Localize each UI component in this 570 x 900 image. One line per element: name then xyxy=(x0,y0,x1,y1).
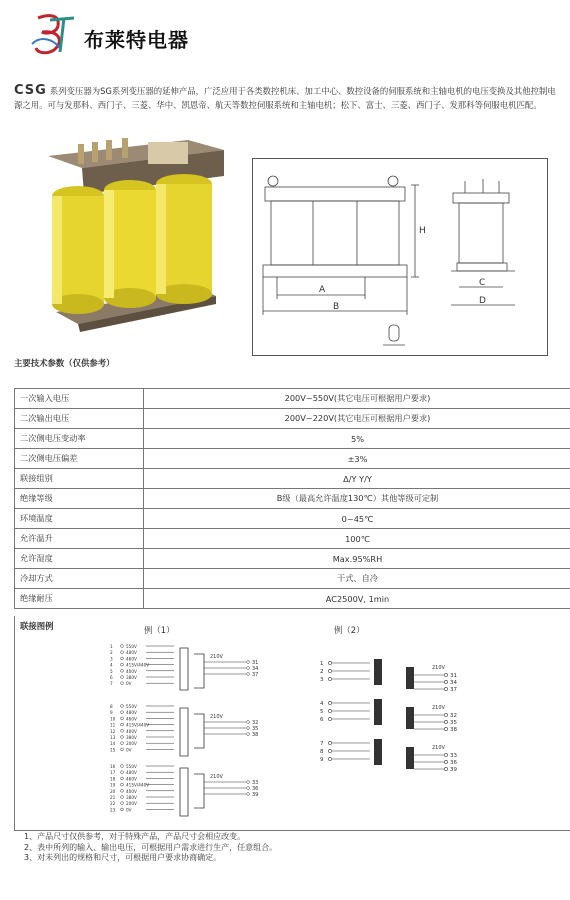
tap-pin-label: 6 xyxy=(110,675,113,680)
terminal-dot xyxy=(328,701,331,704)
tap-pin-label: 12 xyxy=(110,728,116,734)
param-row xyxy=(15,469,570,489)
terminal-dot xyxy=(121,777,124,780)
param-row xyxy=(15,509,570,529)
param-value: AC2500V, 1min xyxy=(144,589,570,609)
terminal-dot xyxy=(121,711,124,714)
tap-pin-label: 11 xyxy=(110,722,116,728)
param-row xyxy=(15,569,570,589)
terminal-dot xyxy=(247,727,250,730)
tap-voltage-label: 200V xyxy=(126,801,137,807)
terminal-dot xyxy=(121,682,124,685)
param-value: 干式、自冷 xyxy=(144,569,570,589)
tap-pin-label: 9 xyxy=(110,710,113,716)
notes xyxy=(24,832,277,864)
param-label: 冷却方式 xyxy=(15,569,144,589)
output-terminal-label: 35 xyxy=(450,720,457,726)
output-terminal-label: 36 xyxy=(252,786,259,792)
input-pin-label: 8 xyxy=(320,749,324,755)
terminal-dot xyxy=(121,663,124,666)
dim-c-label: C xyxy=(479,278,486,288)
terminal-dot xyxy=(121,723,124,726)
primary-coil xyxy=(180,648,188,690)
wiring-diagram-1 xyxy=(110,640,300,826)
output-terminal-label: 34 xyxy=(252,666,259,672)
tap-pin-label: 14 xyxy=(110,741,116,747)
param-label: 二次侧电压偏差 xyxy=(15,449,144,469)
output-terminal-label: 31 xyxy=(450,673,457,679)
output-voltage-label: 210V xyxy=(432,665,445,671)
tap-voltage-label: 400V xyxy=(126,788,137,794)
output-voltage-label: 210V xyxy=(432,705,445,711)
terminal-dot xyxy=(444,727,447,730)
terminal-dot xyxy=(328,669,331,672)
output-voltage-label: 210V xyxy=(210,714,223,720)
terminal-dot xyxy=(444,713,447,716)
tap-voltage-label: 415V/440V xyxy=(126,662,150,668)
tap-pin-label: 3 xyxy=(110,656,113,662)
tap-voltage-label: 550V xyxy=(126,764,137,769)
note-3: 3、对未列出的规格和尺寸，可根据用户要求协商确定。 xyxy=(24,853,222,862)
tap-pin-label: 7 xyxy=(110,681,113,687)
params-table xyxy=(14,388,570,609)
terminal-dot xyxy=(121,783,124,786)
param-value: 0~45℃ xyxy=(144,509,570,529)
dimension-drawing xyxy=(252,158,548,356)
tap-pin-label: 21 xyxy=(110,795,116,800)
terminal-dot xyxy=(121,742,124,745)
terminal-dot xyxy=(328,661,331,664)
tap-pin-label: 5 xyxy=(110,668,113,674)
primary-coil xyxy=(180,708,188,756)
dim-d-label: D xyxy=(479,296,486,306)
input-pin-label: 9 xyxy=(320,757,324,763)
input-pin-label: 1 xyxy=(320,661,324,667)
param-row xyxy=(15,449,570,469)
param-value: Δ/Y Y/Y xyxy=(144,469,570,489)
terminal-dot xyxy=(247,673,250,676)
tap-voltage-label: 415V/440V xyxy=(126,722,150,728)
param-value: ±3% xyxy=(144,449,570,469)
output-terminal-label: 34 xyxy=(450,680,457,686)
dim-b-label: B xyxy=(333,302,340,312)
tap-voltage-label: 415V/440V xyxy=(126,782,150,788)
example-2-label: 例（2） xyxy=(334,625,365,635)
terminal-dot xyxy=(121,802,124,805)
output-voltage-label: 210V xyxy=(432,745,445,751)
tap-pin-label: 13 xyxy=(110,735,116,740)
param-label: 绝缘等级 xyxy=(15,489,144,509)
tap-pin-label: 16 xyxy=(110,764,116,769)
model-name: CSG xyxy=(14,83,47,98)
terminal-dot xyxy=(121,789,124,792)
terminal-dot xyxy=(328,757,331,760)
output-terminal-label: 39 xyxy=(252,792,259,798)
output-terminal-label: 33 xyxy=(450,753,457,759)
secondary-coil xyxy=(194,774,204,808)
dim-a-label: A xyxy=(319,285,326,295)
note-2: 2、表中所列的输入、输出电压，可根据用户需求进行生产，任意组合。 xyxy=(24,842,278,852)
input-pin-label: 5 xyxy=(320,709,324,715)
terminal-dot xyxy=(121,736,124,739)
primary-coil xyxy=(374,699,382,725)
tap-voltage-label: 0V xyxy=(126,807,132,813)
intro-text: 系列变压器为SG系列变压器的延伸产品，广泛应用于各类数控机床、加工中心、数控设备的伺服系统和主轴电机的电压变换及其他控制电源之用。可与发那科、西门子、三菱、华中、凯恩帝、航天等数控伺服系统和主轴电机；松下、富士、三菱、西门子、发那科等伺服电机匹配。 xyxy=(14,86,556,110)
tap-pin-label: 1 xyxy=(110,644,113,649)
output-terminal-label: 37 xyxy=(252,672,259,678)
output-terminal-label: 38 xyxy=(450,727,457,733)
secondary-coil xyxy=(406,667,414,689)
terminal-dot xyxy=(121,808,124,811)
tap-voltage-label: 200V xyxy=(126,741,137,747)
output-terminal-label: 39 xyxy=(450,767,457,773)
output-terminal-label: 32 xyxy=(252,720,259,726)
terminal-dot xyxy=(247,793,250,796)
tap-voltage-label: 460V xyxy=(126,656,137,662)
secondary-coil xyxy=(194,714,204,748)
tap-voltage-label: 460V xyxy=(126,716,137,722)
params-title: 主要技术参数（仅供参考） xyxy=(14,358,115,368)
primary-coil xyxy=(374,739,382,765)
tap-voltage-label: 480V xyxy=(126,650,137,656)
terminal-dot xyxy=(121,771,124,774)
terminal-dot xyxy=(247,787,250,790)
terminal-dot xyxy=(247,721,250,724)
tap-voltage-label: 460V xyxy=(126,776,137,782)
output-voltage-label: 210V xyxy=(210,774,223,780)
transformer-photo xyxy=(38,136,234,342)
input-pin-label: 7 xyxy=(320,741,324,747)
terminal-dot xyxy=(121,748,124,751)
tap-voltage-label: 0V xyxy=(126,681,132,687)
param-label: 绝缘耐压 xyxy=(15,589,144,609)
terminal-dot xyxy=(121,676,124,679)
terminal-dot xyxy=(121,645,124,648)
terminal-dot xyxy=(121,717,124,720)
tap-pin-label: 8 xyxy=(110,704,113,709)
secondary-coil xyxy=(406,747,414,769)
tap-voltage-label: 400V xyxy=(126,728,137,734)
param-row xyxy=(15,429,570,449)
param-row xyxy=(15,549,570,569)
terminal-dot xyxy=(247,781,250,784)
brand-name: 布莱特电器 xyxy=(84,28,189,52)
terminal-dot xyxy=(121,705,124,708)
wiring-title: 联接图例 xyxy=(20,621,54,631)
output-terminal-label: 32 xyxy=(450,713,457,719)
terminal-dot xyxy=(444,760,447,763)
terminal-dot xyxy=(247,661,250,664)
tap-voltage-label: 480V xyxy=(126,770,137,776)
terminal-dot xyxy=(121,651,124,654)
example-1-label: 例（1） xyxy=(144,625,175,635)
tap-voltage-label: 380V xyxy=(126,795,137,800)
terminal-dot xyxy=(444,673,447,676)
output-terminal-label: 37 xyxy=(450,687,457,693)
terminal-dot xyxy=(444,680,447,683)
terminal-dot xyxy=(328,741,331,744)
param-value: 200V~550V(其它电压可根据用户要求) xyxy=(144,389,570,409)
tap-pin-label: 23 xyxy=(110,807,116,813)
wiring-diagram-2 xyxy=(320,655,480,785)
param-value: 100℃ xyxy=(144,529,570,549)
tap-pin-label: 18 xyxy=(110,776,116,782)
tap-voltage-label: 380V xyxy=(126,675,137,680)
tap-pin-label: 2 xyxy=(110,650,113,656)
terminal-dot xyxy=(121,765,124,768)
tap-voltage-label: 550V xyxy=(126,644,137,649)
output-terminal-label: 31 xyxy=(252,660,259,666)
primary-coil xyxy=(180,768,188,816)
tap-pin-label: 20 xyxy=(110,788,116,794)
tap-pin-label: 10 xyxy=(110,716,116,722)
tap-voltage-label: 400V xyxy=(126,668,137,674)
output-terminal-label: 36 xyxy=(450,760,457,766)
input-pin-label: 2 xyxy=(320,669,324,675)
param-row xyxy=(15,489,570,509)
param-value: Max.95%RH xyxy=(144,549,570,569)
param-label: 二次输出电压 xyxy=(15,409,144,429)
input-pin-label: 6 xyxy=(320,717,324,723)
tap-voltage-label: 0V xyxy=(126,747,132,753)
terminal-dot xyxy=(444,767,447,770)
terminal-dot xyxy=(444,687,447,690)
param-row xyxy=(15,589,570,609)
terminal-dot xyxy=(444,720,447,723)
brand-logo-icon xyxy=(30,12,80,58)
tap-pin-label: 15 xyxy=(110,747,116,753)
terminal-dot xyxy=(328,717,331,720)
output-voltage-label: 210V xyxy=(210,654,223,660)
dim-h-label: H xyxy=(419,226,426,236)
input-pin-label: 4 xyxy=(320,701,324,707)
tap-pin-label: 17 xyxy=(110,770,116,776)
terminal-dot xyxy=(328,709,331,712)
param-label: 允许温升 xyxy=(15,529,144,549)
intro-paragraph xyxy=(14,84,556,112)
param-value: 200V~220V(其它电压可根据用户要求) xyxy=(144,409,570,429)
param-label: 环境温度 xyxy=(15,509,144,529)
output-terminal-label: 33 xyxy=(252,780,259,786)
param-row xyxy=(15,529,570,549)
terminal-dot xyxy=(121,729,124,732)
input-pin-label: 3 xyxy=(320,677,324,683)
terminal-dot xyxy=(328,749,331,752)
secondary-coil xyxy=(406,707,414,729)
tap-voltage-label: 550V xyxy=(126,704,137,709)
output-terminal-label: 35 xyxy=(252,726,259,732)
param-row xyxy=(15,389,570,409)
output-terminal-label: 38 xyxy=(252,732,259,738)
tap-pin-label: 19 xyxy=(110,782,116,788)
secondary-coil xyxy=(194,654,204,688)
param-label: 二次侧电压变动率 xyxy=(15,429,144,449)
primary-coil xyxy=(374,659,382,685)
terminal-dot xyxy=(444,753,447,756)
terminal-dot xyxy=(247,667,250,670)
tap-voltage-label: 380V xyxy=(126,735,137,740)
tap-pin-label: 22 xyxy=(110,801,116,807)
param-value: 5% xyxy=(144,429,570,449)
terminal-dot xyxy=(121,657,124,660)
tap-pin-label: 4 xyxy=(110,662,113,668)
param-label: 一次输入电压 xyxy=(15,389,144,409)
param-row xyxy=(15,409,570,429)
terminal-dot xyxy=(121,796,124,799)
param-label: 联接组别 xyxy=(15,469,144,489)
note-1: 1、产品尺寸仅供参考，对于特殊产品，产品尺寸会相应改变。 xyxy=(24,832,246,841)
tap-voltage-label: 480V xyxy=(126,710,137,716)
terminal-dot xyxy=(328,677,331,680)
param-value: B级（最高允许温度130℃）其他等级可定制 xyxy=(144,489,570,509)
param-label: 允许湿度 xyxy=(15,549,144,569)
terminal-dot xyxy=(121,669,124,672)
terminal-dot xyxy=(247,733,250,736)
